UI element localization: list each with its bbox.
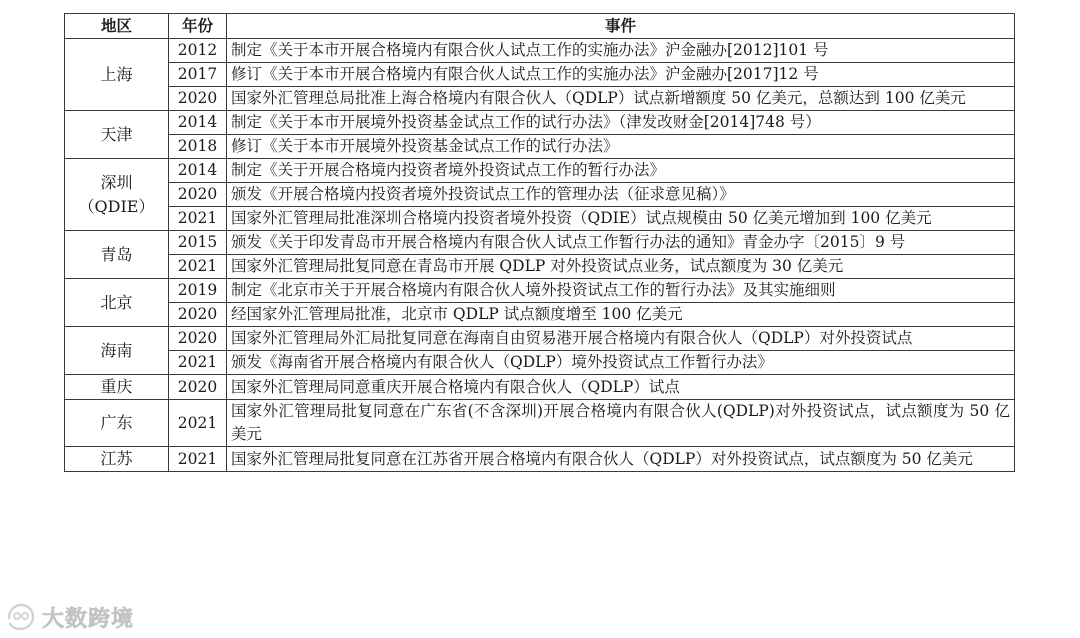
year-cell: 2021: [169, 400, 227, 447]
watermark: [4, 600, 134, 634]
header-event: 事件: [227, 14, 1015, 39]
watermark-text: 大数跨境: [42, 606, 135, 632]
year-cell: 2021: [169, 351, 227, 375]
region-cell: [65, 159, 169, 231]
year-cell: 2020: [169, 183, 227, 207]
table-row: [65, 255, 1015, 279]
year-cell: 2021: [169, 207, 227, 231]
year-cell: 2021: [169, 255, 227, 279]
event-cell: 修订《关于本市开展境外投资基金试点工作的试行办法》: [227, 135, 1015, 159]
event-cell: 颁发《开展合格境内投资者境外投资试点工作的管理办法（征求意见稿）》: [227, 183, 1015, 207]
event-cell: 颁发《海南省开展合格境内有限合伙人（QDLP）境外投资试点工作暂行办法》: [227, 351, 1015, 375]
region-label: 广东: [100, 413, 133, 432]
year-cell: 2020: [169, 87, 227, 111]
table-row: [65, 303, 1015, 327]
year-cell: 2015: [169, 231, 227, 255]
year-cell: 2021: [169, 447, 227, 472]
table-row: [65, 327, 1015, 351]
table-row: [65, 375, 1015, 400]
event-cell: 修订《关于本市开展合格境内有限合伙人试点工作的实施办法》沪金融办[2017]12 号: [227, 63, 1015, 87]
region-label: 深圳: [100, 172, 133, 192]
region-cell: [65, 400, 169, 447]
table-header-row: [65, 14, 1015, 39]
year-cell: 2020: [169, 303, 227, 327]
event-cell: 颁发《关于印发青岛市开展合格境内有限合伙人试点工作暂行办法的通知》青金办字〔2015〕9 号: [227, 231, 1015, 255]
table-row: [65, 159, 1015, 183]
table-row: [65, 447, 1015, 472]
table-row: [65, 279, 1015, 303]
table-row: [65, 39, 1015, 63]
table-row: [65, 111, 1015, 135]
region-label: 天津: [100, 124, 133, 144]
event-cell: 国家外汇管理局外汇局批复同意在海南自由贸易港开展合格境内有限合伙人（QDLP）对外投资试点: [227, 327, 1015, 351]
region-label: 青岛: [100, 244, 133, 264]
year-cell: 2019: [169, 279, 227, 303]
event-cell: 制定《关于开展合格境内投资者境外投资试点工作的暂行办法》: [227, 159, 1015, 183]
year-cell: 2018: [169, 135, 227, 159]
year-cell: 2014: [169, 159, 227, 183]
year-cell: 2020: [169, 375, 227, 400]
region-cell: [65, 111, 169, 159]
table-row: [65, 207, 1015, 231]
region-cell: [65, 39, 169, 111]
watermark-logo-icon: [4, 602, 38, 632]
policy-table: [64, 13, 1015, 472]
region-cell: [65, 231, 169, 279]
event-cell: 国家外汇管理局批复同意在广东省(不含深圳)开展合格境内有限合伙人(QDLP)对外投资试点，试点额度为 50 亿美元: [227, 400, 1015, 447]
event-cell: 国家外汇管理局批复同意在青岛市开展 QDLP 对外投资试点业务，试点额度为 30 亿美元: [227, 255, 1015, 279]
region-label: （QDIE）: [78, 196, 155, 216]
table-row: [65, 400, 1015, 447]
event-cell: 国家外汇管理总局批准上海合格境内有限合伙人（QDLP）试点新增额度 50 亿美元，总额达到 100 亿美元: [227, 87, 1015, 111]
region-cell: [65, 447, 169, 472]
table-row: [65, 63, 1015, 87]
header-region: 地区: [65, 14, 169, 39]
table-row: [65, 135, 1015, 159]
table-row: [65, 87, 1015, 111]
region-cell: [65, 327, 169, 375]
region-cell: [65, 375, 169, 400]
region-cell: [65, 279, 169, 327]
region-label: 重庆: [100, 377, 133, 396]
event-cell: 国家外汇管理局批准深圳合格境内投资者境外投资（QDIE）试点规模由 50 亿美元增加到 100 亿美元: [227, 207, 1015, 231]
year-cell: 2014: [169, 111, 227, 135]
header-year: 年份: [169, 14, 227, 39]
table-row: [65, 231, 1015, 255]
table-row: [65, 351, 1015, 375]
table-row: [65, 183, 1015, 207]
region-label: 北京: [100, 292, 133, 312]
table-body: [65, 39, 1015, 472]
event-cell: 制定《关于本市开展境外投资基金试点工作的试行办法》（津发改财金[2014]748 号）: [227, 111, 1015, 135]
event-cell: 国家外汇管理局批复同意在江苏省开展合格境内有限合伙人（QDLP）对外投资试点，试点额度为 50 亿美元: [227, 447, 1015, 472]
event-cell: 制定《北京市关于开展合格境内有限合伙人境外投资试点工作的暂行办法》及其实施细则: [227, 279, 1015, 303]
event-cell: 国家外汇管理局同意重庆开展合格境内有限合伙人（QDLP）试点: [227, 375, 1015, 400]
year-cell: 2020: [169, 327, 227, 351]
region-label: 江苏: [100, 449, 133, 468]
event-cell: 制定《关于本市开展合格境内有限合伙人试点工作的实施办法》沪金融办[2012]101 号: [227, 39, 1015, 63]
region-label: 上海: [100, 64, 133, 84]
year-cell: 2012: [169, 39, 227, 63]
region-label: 海南: [100, 340, 133, 360]
year-cell: 2017: [169, 63, 227, 87]
event-cell: 经国家外汇管理局批准，北京市 QDLP 试点额度增至 100 亿美元: [227, 303, 1015, 327]
